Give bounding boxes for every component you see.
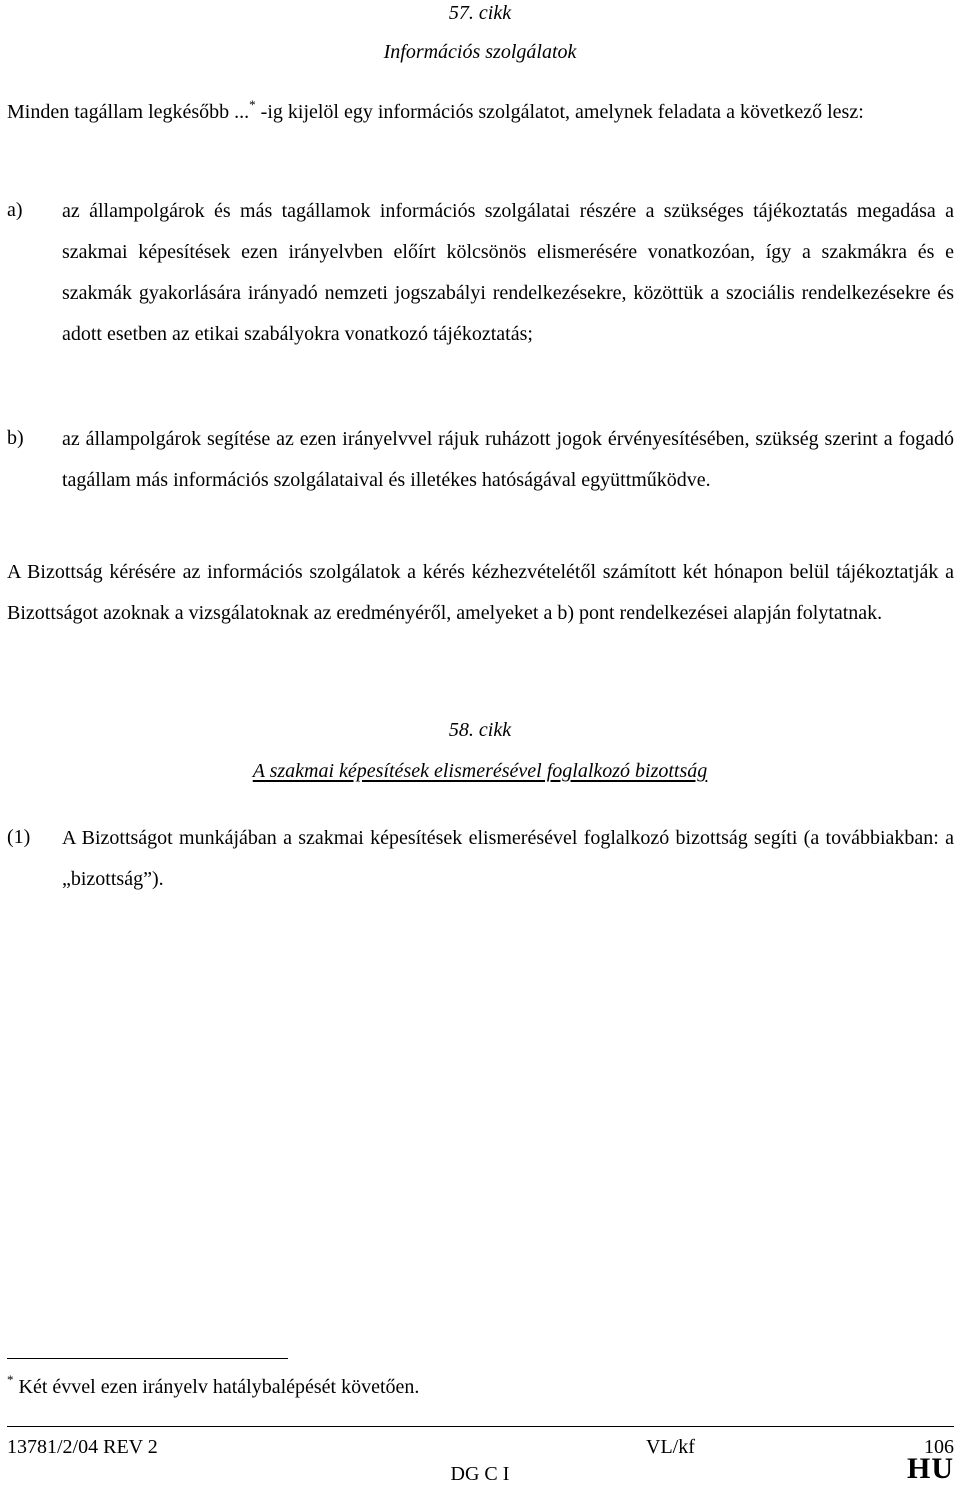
paragraph-1-text: A Bizottságot munkájában a szakmai képesítések elismerésével foglalkozó bizottság segíti (a továbbiakban: a „bizottság”). [62, 827, 954, 890]
footer-rule [7, 1426, 954, 1427]
intro-before: Minden tagállam legkésőbb ... [7, 101, 250, 123]
footer-language-code: HU [907, 1452, 954, 1485]
intro-after: -ig kijelöl egy információs szolgálatot, amelynek feladata a következő lesz: [255, 101, 864, 123]
article-57-closing: A Bizottság kérésére az információs szolgálatok a kérés kézhezvételétől számított két hónapon belül tájékoztatják a Bizottságot azoknak a vizsgálatoknak az eredményéről, amelyeket a b) pont rendelkezései alapján folytatnak. [7, 561, 954, 624]
paragraph-1-label: (1) [7, 826, 31, 848]
footer-dg: DG C I [450, 1463, 510, 1485]
footer-doc-ref: 13781/2/04 REV 2 [7, 1436, 158, 1458]
footer-initials: VL/kf [646, 1436, 695, 1458]
article-57-number: 57. cikk [448, 2, 512, 24]
article-57-intro [7, 84, 954, 133]
item-b-label: b) [7, 427, 24, 449]
article-58-number: 58. cikk [448, 719, 512, 741]
item-a-text: az állampolgárok és más tagállamok információs szolgálatai részére a szükséges tájékoztatás megadása a szakmai képesítések ezen irányelvben előírt kölcsönös elismerésére vonatkozóan, így a szakmákra és e szakmák gyakorlására irányadó nemzeti jogszabályi rendelkezésekre, közöttük a szociális rendelkezésekre és adott esetben az etikai szabályokra vonatkozó tájékoztatás; [62, 200, 954, 345]
footnote [7, 1372, 419, 1399]
article-58-title-wrap [0, 760, 960, 783]
article-58-title: A szakmai képesítések elismerésével foglalkozó bizottság [252, 760, 708, 782]
footer-page-number: 106 [924, 1436, 954, 1458]
footnote-mark: * [7, 1372, 14, 1387]
item-a-label: a) [7, 199, 23, 221]
footnote-reference: * [249, 97, 256, 112]
footnote-separator [7, 1358, 288, 1359]
footnote-text: Két évvel ezen irányelv hatálybalépését követően. [13, 1376, 420, 1398]
item-b-text: az állampolgárok segítése az ezen irányelvvel rájuk ruházott jogok érvényesítésében, szükség szerint a fogadó tagállam más információs szolgálataival és illetékes hatóságával együttműködve. [62, 428, 954, 491]
article-57-title: Információs szolgálatok [383, 41, 577, 63]
